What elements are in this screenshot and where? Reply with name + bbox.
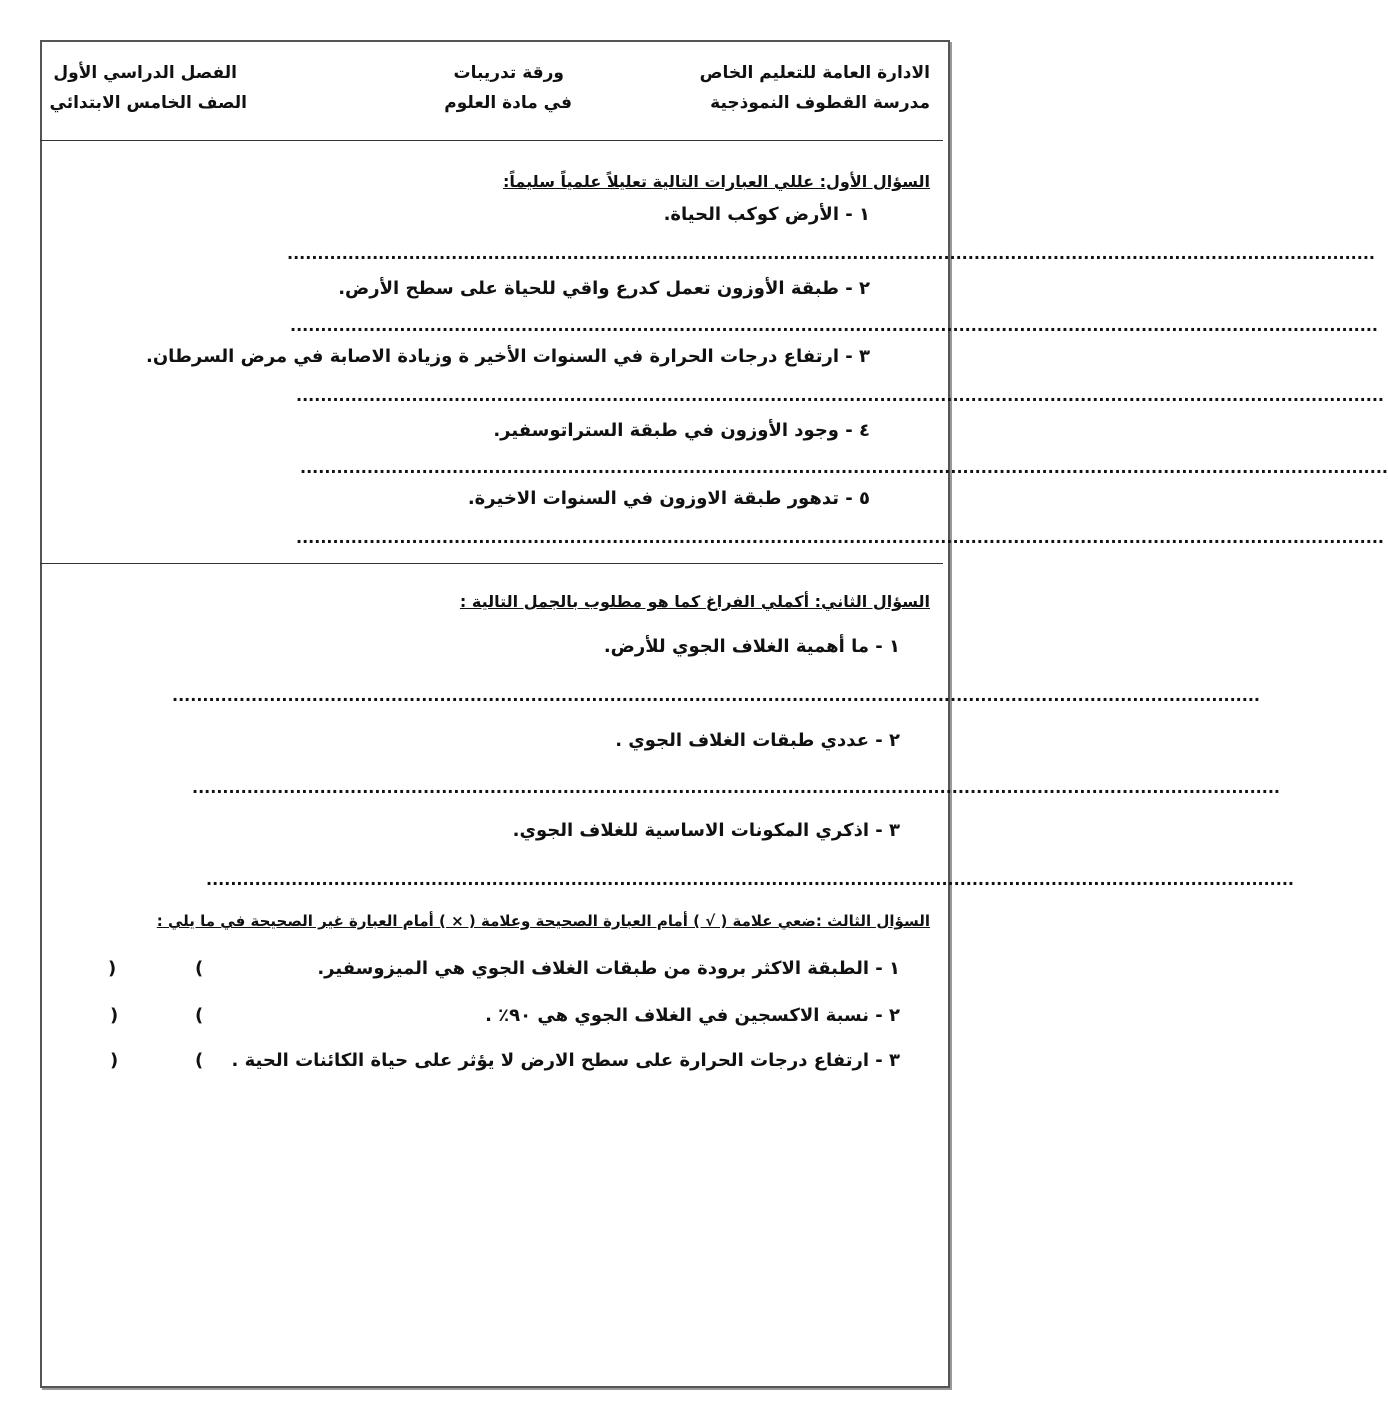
header-divider bbox=[40, 140, 943, 141]
q1-answer-line-1[interactable]: ................................................................................................................................................................................... bbox=[287, 244, 1375, 263]
q1-answer-line-2[interactable]: ................................................................................................................................................................................... bbox=[290, 316, 1378, 335]
q2-title: السؤال الثاني: أكملي الفراغ كما هو مطلوب بالجمل التالية : bbox=[459, 592, 930, 611]
q1-item-2: ٢ - طبقة الأوزون تعمل كدرع واقي للحياة على سطح الأرض. bbox=[338, 278, 870, 299]
q3-answer-box-3-open[interactable]: ( bbox=[195, 1050, 204, 1071]
q3-title: السؤال الثالث :ضعي علامة ( √ ) أمام العبارة الصحيحة وعلامة ( × ) أمام العبارة غير الصحيحة في ما يلي : bbox=[156, 912, 930, 930]
header-term: الفصل الدراسي الأول bbox=[53, 63, 237, 83]
section-divider bbox=[40, 563, 943, 564]
q2-item-1: ١ - ما أهمية الغلاف الجوي للأرض. bbox=[603, 636, 900, 657]
q1-answer-line-5[interactable]: ................................................................................................................................................................................... bbox=[296, 528, 1384, 547]
q2-item-3: ٣ - اذكري المكونات الاساسية للغلاف الجوي. bbox=[512, 820, 900, 841]
q2-answer-line-1[interactable]: ................................................................................................................................................................................... bbox=[172, 686, 1260, 705]
header-sheet-title: ورقة تدريبات bbox=[453, 63, 564, 83]
q3-answer-box-1-close[interactable]: ) bbox=[108, 958, 117, 979]
q3-item-2: ٢ - نسبة الاكسجين في الغلاف الجوي هي ٩٠٪ . bbox=[485, 1005, 900, 1026]
page-border bbox=[40, 40, 1388, 1388]
q3-answer-box-2-open[interactable]: ( bbox=[195, 1005, 204, 1026]
header-school: مدرسة القطوف النموذجية bbox=[710, 93, 930, 113]
q1-item-3: ٣ - ارتفاع درجات الحرارة في السنوات الأخير ة وزيادة الاصابة في مرض السرطان. bbox=[145, 346, 870, 367]
header-subject: في مادة العلوم bbox=[444, 93, 572, 113]
q1-answer-line-3[interactable]: ................................................................................................................................................................................... bbox=[296, 386, 1384, 405]
q2-answer-line-3[interactable]: ................................................................................................................................................................................... bbox=[206, 870, 1294, 889]
q1-item-1: ١ - الأرض كوكب الحياة. bbox=[663, 204, 870, 225]
q1-answer-line-4[interactable]: ................................................................................................................................................................................... bbox=[300, 458, 1388, 477]
q2-answer-line-2[interactable]: ................................................................................................................................................................................... bbox=[192, 778, 1280, 797]
q1-item-4: ٤ - وجود الأوزون في طبقة الستراتوسفير. bbox=[493, 420, 870, 441]
q1-item-5: ٥ - تدهور طبقة الاوزون في السنوات الاخيرة. bbox=[467, 488, 870, 509]
q3-item-1: ١ - الطبقة الاكثر برودة من طبقات الغلاف الجوي هي الميزوسفير. bbox=[317, 958, 900, 979]
header-grade: الصف الخامس الابتدائي bbox=[49, 93, 247, 113]
q3-answer-box-3-close[interactable]: ) bbox=[110, 1050, 119, 1071]
header-admin: الادارة العامة للتعليم الخاص bbox=[699, 63, 930, 83]
q1-title: السؤال الأول: عللي العبارات التالية تعليلاً علمياً سليماً: bbox=[503, 172, 930, 191]
q2-item-2: ٢ - عددي طبقات الغلاف الجوي . bbox=[615, 730, 900, 751]
q3-answer-box-1-open[interactable]: ( bbox=[195, 958, 204, 979]
q3-answer-box-2-close[interactable]: ) bbox=[110, 1005, 119, 1026]
q3-item-3: ٣ - ارتفاع درجات الحرارة على سطح الارض لا يؤثر على حياة الكائنات الحية . bbox=[231, 1050, 900, 1071]
